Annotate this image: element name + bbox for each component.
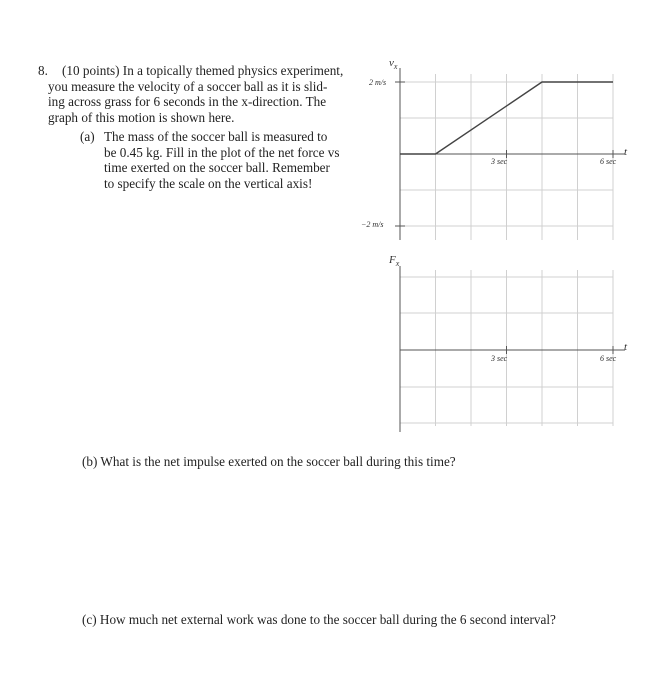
intro-line-1: (10 points) In a topically themed physics experiment, bbox=[62, 63, 344, 78]
part-b-question: (b) What is the net impulse exerted on the soccer ball during this time? bbox=[82, 454, 456, 469]
force-ylabel-text: F bbox=[389, 254, 396, 266]
intro-line-2: you measure the velocity of a soccer ball as it is slid- bbox=[48, 78, 328, 94]
part-a-line-4: to specify the scale on the vertical axis! bbox=[104, 175, 313, 191]
force-x-axis-label: t bbox=[624, 341, 628, 353]
part-a-line-3: time exerted on the soccer ball. Remember bbox=[104, 160, 330, 176]
force-ylabel-sub: x bbox=[395, 259, 400, 269]
velocity-y-tick-top: 2 m/s bbox=[369, 78, 387, 87]
velocity-x-axis-label: t bbox=[624, 146, 628, 158]
velocity-ylabel-sub: x bbox=[393, 62, 398, 72]
part-a-line-2: be 0.45 kg. Fill in the plot of the net force vs bbox=[104, 144, 340, 160]
force-x-tick-3: 3 sec bbox=[491, 354, 508, 363]
intro-line-3: ing across grass for 6 seconds in the x-direction. The bbox=[48, 94, 327, 110]
velocity-x-tick-3: 3 sec bbox=[491, 157, 508, 166]
problem-number: 8. bbox=[38, 63, 48, 78]
force-y-axis-label bbox=[389, 254, 399, 268]
part-c-question: (c) How much net external work was done to the soccer ball during the 6 second interval? bbox=[82, 612, 556, 627]
velocity-ylabel-text: v bbox=[389, 57, 394, 69]
velocity-x-tick-6: 6 sec bbox=[600, 157, 617, 166]
intro-line-4: graph of this motion is shown here. bbox=[48, 109, 235, 125]
force-x-tick-6: 6 sec bbox=[600, 354, 617, 363]
velocity-y-tick-bottom: −2 m/s bbox=[361, 220, 384, 229]
part-a-label: (a) bbox=[80, 129, 95, 144]
part-a-line-1: The mass of the soccer ball is measured to bbox=[104, 129, 328, 144]
force-axes bbox=[400, 266, 628, 432]
